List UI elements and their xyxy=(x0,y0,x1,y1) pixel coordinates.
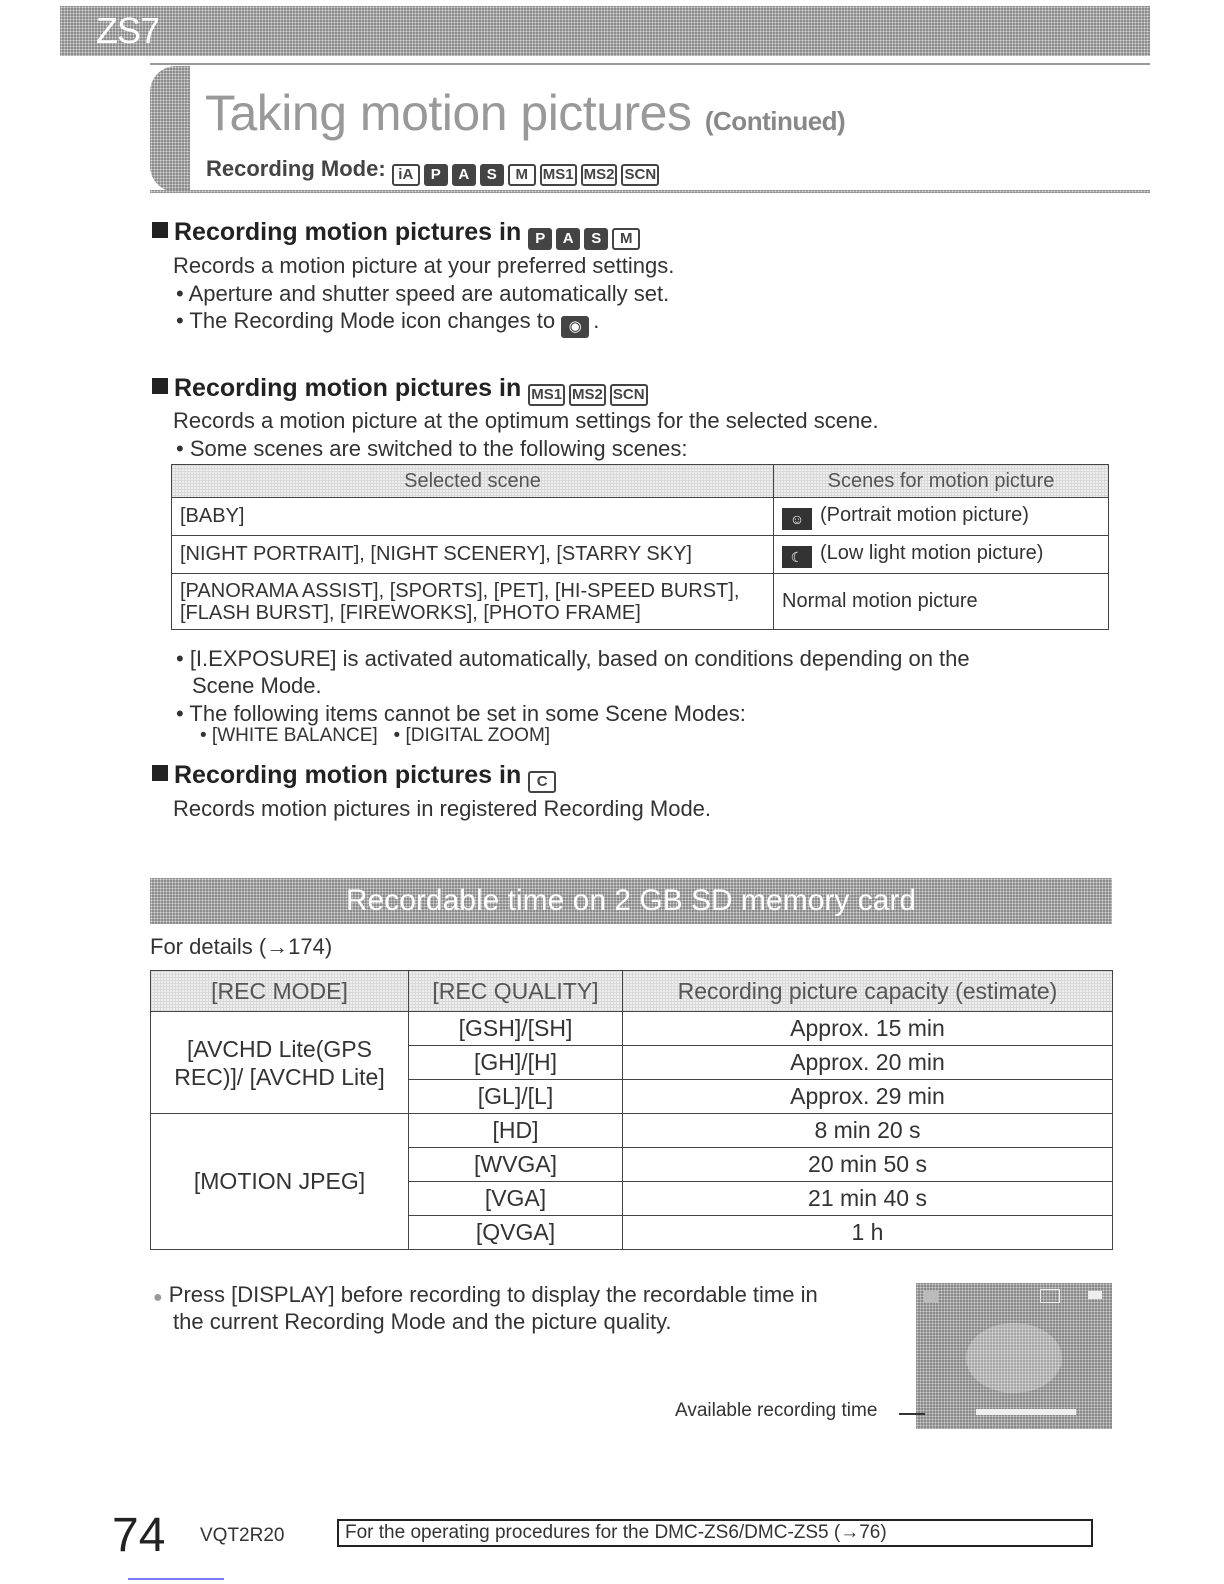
header-rec-mode: [REC MODE] xyxy=(151,971,409,1012)
intelligent-auto-mode-icon: iA xyxy=(392,164,420,186)
scene-table xyxy=(171,464,1109,630)
section2-note-1b: Scene Mode. xyxy=(192,673,322,698)
my-scene-2-icon: MS2 xyxy=(569,384,606,406)
section2-note-2: • The following items cannot be set in some Scene Modes: xyxy=(176,701,746,726)
header-capacity: Recording picture capacity (estimate) xyxy=(623,971,1113,1012)
section1-bullet-2: • The Recording Mode icon changes to ◉ . xyxy=(176,308,599,338)
caption-leader-line xyxy=(899,1413,925,1415)
subject-image xyxy=(966,1323,1062,1393)
recording-mode-row xyxy=(206,156,663,186)
recordable-banner xyxy=(150,878,1112,924)
header-bar xyxy=(60,6,1150,56)
scene-mode-icon: SCN xyxy=(610,384,648,406)
section2-bullet: • Some scenes are switched to the following scenes: xyxy=(176,436,688,461)
document-code: VQT2R20 xyxy=(200,1525,285,1546)
footer-reference-box: For the operating procedures for the DMC-ZS6/DMC-ZS5 (→76) xyxy=(337,1519,1093,1547)
section1-text: Records a motion picture at your preferred settings. xyxy=(173,253,675,278)
table-row xyxy=(172,536,1109,574)
manual-mode-icon: M xyxy=(612,228,640,250)
table-row xyxy=(172,574,1109,630)
my-scene-1-icon: MS1 xyxy=(540,164,577,186)
low-light-motion-icon: ☾ xyxy=(782,546,812,568)
quality-cell: [GL]/[L] xyxy=(409,1080,623,1114)
recordable-table xyxy=(150,970,1113,1250)
battery-icon xyxy=(1088,1291,1102,1299)
page-number: 74 xyxy=(112,1509,166,1562)
section1-heading: Recording motion pictures in P A S M xyxy=(152,218,644,250)
quality-cell: [GH]/[H] xyxy=(409,1046,623,1080)
program-mode-icon: P xyxy=(528,228,552,250)
shutter-priority-icon: S xyxy=(584,228,608,250)
manual-mode-icon: M xyxy=(508,164,536,186)
model-label: ZS7 xyxy=(96,10,160,51)
section3-text: Records motion pictures in registered Recording Mode. xyxy=(173,796,712,821)
motion-cell: Normal motion picture xyxy=(774,574,1109,630)
mode-indicator-icon xyxy=(924,1291,938,1303)
section2-heading: Recording motion pictures in MS1 MS2 SCN xyxy=(152,374,652,406)
capacity-cell: Approx. 29 min xyxy=(623,1080,1113,1114)
shutter-priority-icon: S xyxy=(480,164,504,186)
title-rule xyxy=(150,63,1150,65)
recording-time-indicator xyxy=(976,1409,1076,1415)
bullet-square-icon xyxy=(152,378,168,394)
scene-cell: [NIGHT PORTRAIT], [NIGHT SCENERY], [STARRY SKY] xyxy=(172,536,774,574)
section2-text: Records a motion picture at the optimum settings for the selected scene. xyxy=(173,408,879,433)
details-reference: For details (→174) xyxy=(150,934,333,959)
motion-cell: ☾ (Low light motion picture) xyxy=(774,536,1109,574)
rec-mode-cell: [AVCHD Lite(GPS REC)]/ [AVCHD Lite] xyxy=(151,1012,409,1114)
capacity-cell: Approx. 20 min xyxy=(623,1046,1113,1080)
bullet-square-icon xyxy=(152,222,168,238)
motion-picture-mode-icon: ◉ xyxy=(561,316,589,338)
quality-cell: [QVGA] xyxy=(409,1216,623,1250)
display-note-line2: the current Recording Mode and the picture quality. xyxy=(173,1309,672,1334)
recordable-banner-text: Recordable time on 2 GB SD memory card xyxy=(345,884,917,917)
section2-subnote: • [WHITE BALANCE] • [DIGITAL ZOOM] xyxy=(200,725,551,746)
title-bottom-rule xyxy=(150,190,1150,193)
section1-bullet-1: • Aperture and shutter speed are automatically set. xyxy=(176,281,670,306)
quality-cell: [WVGA] xyxy=(409,1148,623,1182)
page-title-main: Taking motion pictures xyxy=(205,85,692,141)
aperture-priority-icon: A xyxy=(452,164,476,186)
card-icon xyxy=(1040,1289,1060,1303)
table-row xyxy=(172,498,1109,536)
quality-cell: [HD] xyxy=(409,1114,623,1148)
table-row xyxy=(151,1012,1113,1046)
scene-mode-icon: SCN xyxy=(621,164,659,186)
motion-cell: ☺ (Portrait motion picture) xyxy=(774,498,1109,536)
my-scene-1-icon: MS1 xyxy=(528,384,565,406)
capacity-cell: 21 min 40 s xyxy=(623,1182,1113,1216)
scene-cell: [PANORAMA ASSIST], [SPORTS], [PET], [HI-SPEED BURST], [FLASH BURST], [FIREWORKS], [PHOTO FRAME] xyxy=(172,574,774,630)
quality-cell: [VGA] xyxy=(409,1182,623,1216)
section2-note-1: • [I.EXPOSURE] is activated automatically, based on conditions depending on the xyxy=(176,646,970,671)
aperture-priority-icon: A xyxy=(556,228,580,250)
scene-table-header-motion: Scenes for motion picture xyxy=(774,465,1109,498)
capacity-cell: 8 min 20 s xyxy=(623,1114,1113,1148)
page-title xyxy=(205,84,845,142)
portrait-motion-icon: ☺ xyxy=(782,508,812,530)
capacity-cell: 20 min 50 s xyxy=(623,1148,1113,1182)
footer-underline xyxy=(128,1578,224,1580)
note-bullet-icon: ● xyxy=(153,1289,163,1306)
quality-cell: [GSH]/[SH] xyxy=(409,1012,623,1046)
bullet-square-icon xyxy=(152,765,168,781)
display-note-line1: ● Press [DISPLAY] before recording to display the recordable time in xyxy=(153,1282,818,1307)
available-time-caption: Available recording time xyxy=(675,1400,878,1421)
capacity-cell: Approx. 15 min xyxy=(623,1012,1113,1046)
scene-table-header-selected: Selected scene xyxy=(172,465,774,498)
recording-mode-label: Recording Mode: xyxy=(206,156,386,181)
section3-heading: Recording motion pictures in C xyxy=(152,761,560,793)
capacity-cell: 1 h xyxy=(623,1216,1113,1250)
table-row xyxy=(151,1114,1113,1148)
rec-mode-cell: [MOTION JPEG] xyxy=(151,1114,409,1250)
lcd-screen-illustration xyxy=(916,1283,1112,1429)
custom-mode-icon: C xyxy=(528,771,556,793)
scene-cell: [BABY] xyxy=(172,498,774,536)
header-rec-quality: [REC QUALITY] xyxy=(409,971,623,1012)
title-tab xyxy=(150,66,190,192)
my-scene-2-icon: MS2 xyxy=(581,164,618,186)
program-mode-icon: P xyxy=(424,164,448,186)
page-title-continued: (Continued) xyxy=(704,106,846,136)
